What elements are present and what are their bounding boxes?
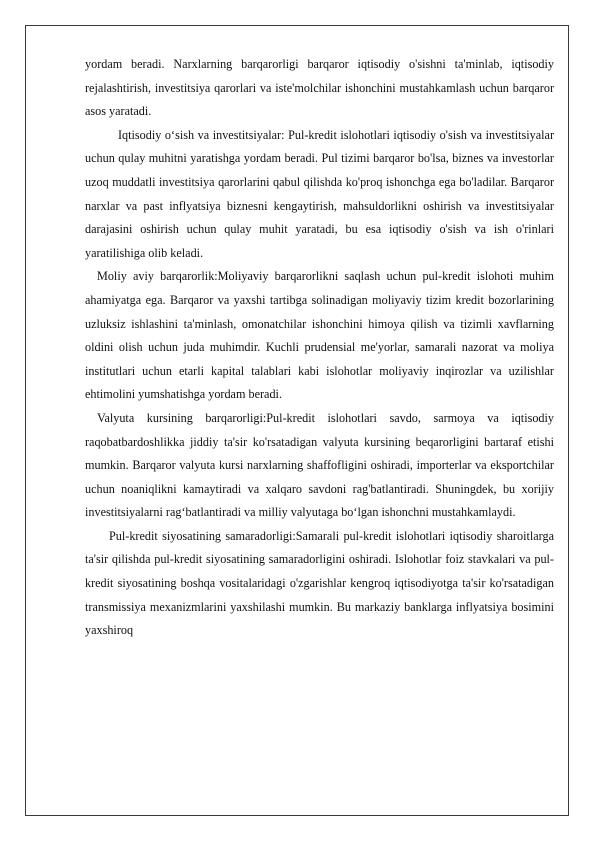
paragraph-monetary-policy: Pul-kredit siyosatining samaradorligi:Samarali pul-kredit islohotlari iqtisodiy sharoitlarga ta'sir qilishda pul-kredit siyosatining samaradorligini oshiradi. Islohotlar foiz stavkalari va pul-kredit siyosatining boshqa vositalaridagi o'zgarishlar kengroq iqtisodiyotga ta'sir ko'rsatadigan transmissiya mexanizmlarini yaxshilashi mumkin. Bu markaziy banklarga inflyatsiya bosimini yaxshiroq — [85, 528, 554, 638]
document-body — [85, 53, 554, 643]
paragraph-price-stability: yordam beradi. Narxlarning barqarorligi barqaror iqtisodiy o'sishni ta'minlab, iqtisodiy rejalashtirish, investitsiya qarorlari va iste'molchilar ishonchini mustahkamlash uchun barqaror asos yaratadi. — [85, 57, 554, 119]
paragraph-exchange-rate: Valyuta kursining barqarorligi:Pul-kredit islohotlari savdo, sarmoya va iqtisodiy raqobatbardoshlikka jiddiy ta'sir ko'rsatadigan valyuta kursining beqarorligini bartaraf etishi mumkin. Barqaror valyuta kursi narxlarning shaffofligini oshiradi, importerlar va eksportchilar uchun noaniqlikni kamaytiradi va xalqaro savdoni rag'batlantiradi. Shuningdek, bu xorijiy investitsiyalarni rag‘batlantiradi va milliy valyutaga bo‘lgan ishonchni mustahkamlaydi. — [85, 410, 554, 520]
paragraph-financial-stability: Moliy aviy barqarorlik:Moliyaviy barqarorlikni saqlash uchun pul-kredit islohoti muhim ahamiyatga ega. Barqaror va yaxshi tartibga solinadigan moliyaviy tizim kredit bozorlarining uzluksiz ishlashini ta'minlash, omonatchilar ishonchini himoya qilish va tizimli xavflarning oldini olish uchun juda muhimdir. Kuchli prudensial me'yorlar, samarali nazorat va moliya institutlari uchun etarli kapital talablari kabi islohotlar moliyaviy inqirozlar va uzilishlar ehtimolini yumshatishga yordam beradi. — [85, 269, 554, 402]
paragraph-growth-investment: Iqtisodiy o‘sish va investitsiyalar: Pul-kredit islohotlari iqtisodiy o'sish va investitsiyalar uchun qulay muhitni yaratishga yordam beradi. Pul tizimi barqaror bo'lsa, biznes va investorlar uzoq muddatli investitsiya qarorlarini qabul qilishda ko'proq ishonchga ega bo'ladilar. Barqaror narxlar va past inflyatsiya biznesni kengaytirish, mahsuldorlikni oshirish va investitsiyalar darajasini oshirish uchun qulay muhit yaratadi, bu esa iqtisodiy o'sish va ish o'rinlari yaratilishiga olib keladi. — [85, 127, 554, 260]
